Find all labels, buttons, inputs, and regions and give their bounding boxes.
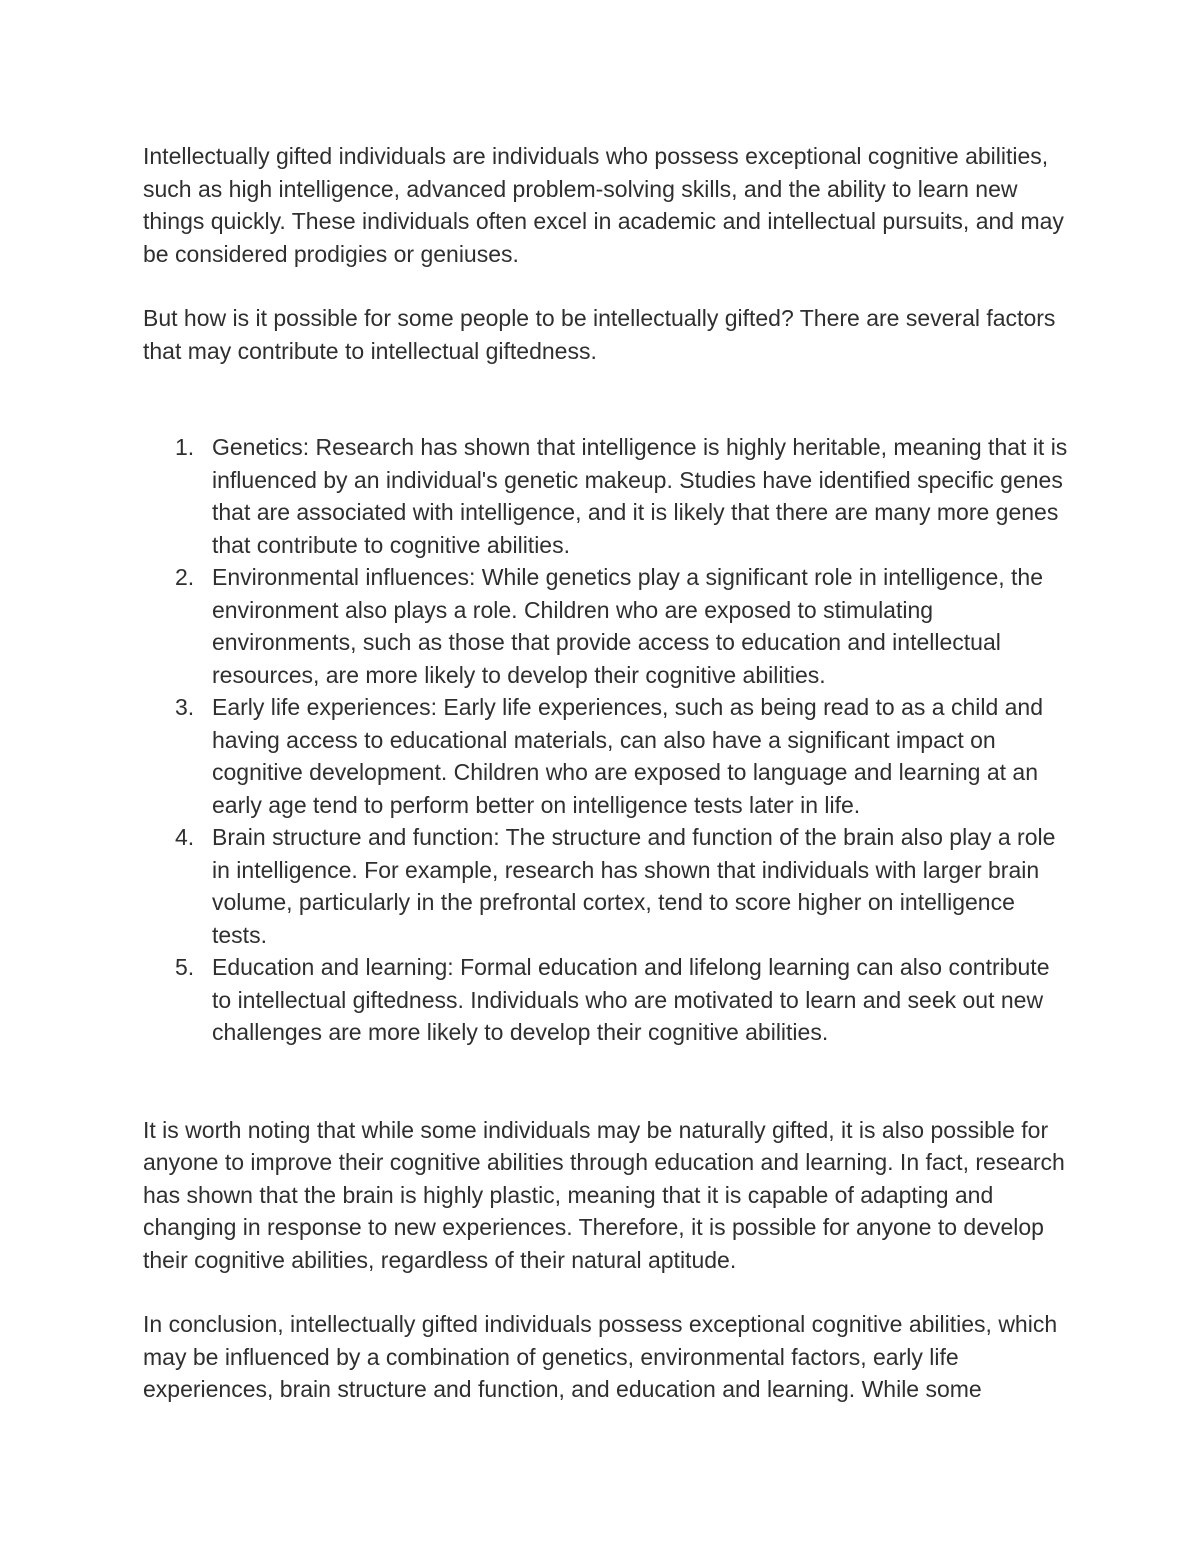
list-item-text: Genetics: Research has shown that intelligence is highly heritable, meaning that it is influenced by an individual's genetic makeup. Studies have identified specific genes that are associated with intelligence, and it is likely that there are many more genes that contribute to cognitive abilities. bbox=[212, 434, 1068, 558]
list-item-number: 5. bbox=[175, 954, 195, 980]
list-item bbox=[175, 821, 1073, 951]
list-item-number: 3. bbox=[175, 694, 195, 720]
intro-paragraph-question: But how is it possible for some people to be intellectually gifted? There are several factors that may contribute to intellectual giftedness. bbox=[143, 305, 1056, 364]
list-item bbox=[175, 691, 1073, 821]
list-item-number: 4. bbox=[175, 824, 195, 850]
list-item-number: 2. bbox=[175, 564, 195, 590]
closing-paragraph-plasticity: It is worth noting that while some individuals may be naturally gifted, it is also possible for anyone to improve their cognitive abilities through education and learning. In fact, research has shown that the brain is highly plastic, meaning that it is capable of adapting and changing in response to new experiences. Therefore, it is possible for anyone to develop their cognitive abilities, regardless of their natural aptitude. bbox=[143, 1116, 1065, 1273]
factors-list bbox=[143, 431, 1073, 1049]
closing-paragraph-conclusion: In conclusion, intellectually gifted individuals possess exceptional cognitive abilities, which may be influenced by a combination of genetics, environmental factors, early life experiences, brain structure and function, and education and learning. While some bbox=[143, 1311, 1058, 1402]
list-item-text: Brain structure and function: The structure and function of the brain also play a role in intelligence. For example, research has shown that individuals with larger brain volume, particularly in the prefrontal cortex, tend to score higher on intelligence tests. bbox=[212, 824, 1056, 948]
document-body bbox=[143, 140, 1073, 1406]
list-item bbox=[175, 951, 1073, 1049]
list-item-text: Education and learning: Formal education and lifelong learning can also contribute to intellectual giftedness. Individuals who are motivated to learn and seek out new challenges are more likely to develop their cognitive abilities. bbox=[212, 954, 1050, 1045]
intro-paragraph-definition: Intellectually gifted individuals are individuals who possess exceptional cognitive abilities, such as high intelligence, advanced problem-solving skills, and the ability to learn new things quickly. These individuals often excel in academic and intellectual pursuits, and may be considered prodigies or geniuses. bbox=[143, 143, 1064, 267]
list-item-text: Environmental influences: While genetics play a significant role in intelligence, the environment also plays a role. Children who are exposed to stimulating environments, such as those that provide access to education and intellectual resources, are more likely to develop their cognitive abilities. bbox=[212, 564, 1044, 688]
list-item bbox=[175, 431, 1073, 561]
list-item bbox=[175, 561, 1073, 691]
list-item-number: 1. bbox=[175, 434, 195, 460]
list-item-text: Early life experiences: Early life experiences, such as being read to as a child and having access to educational materials, can also have a significant impact on cognitive development. Children who are exposed to language and learning at an early age tend to perform better on intelligence tests later in life. bbox=[212, 694, 1044, 818]
